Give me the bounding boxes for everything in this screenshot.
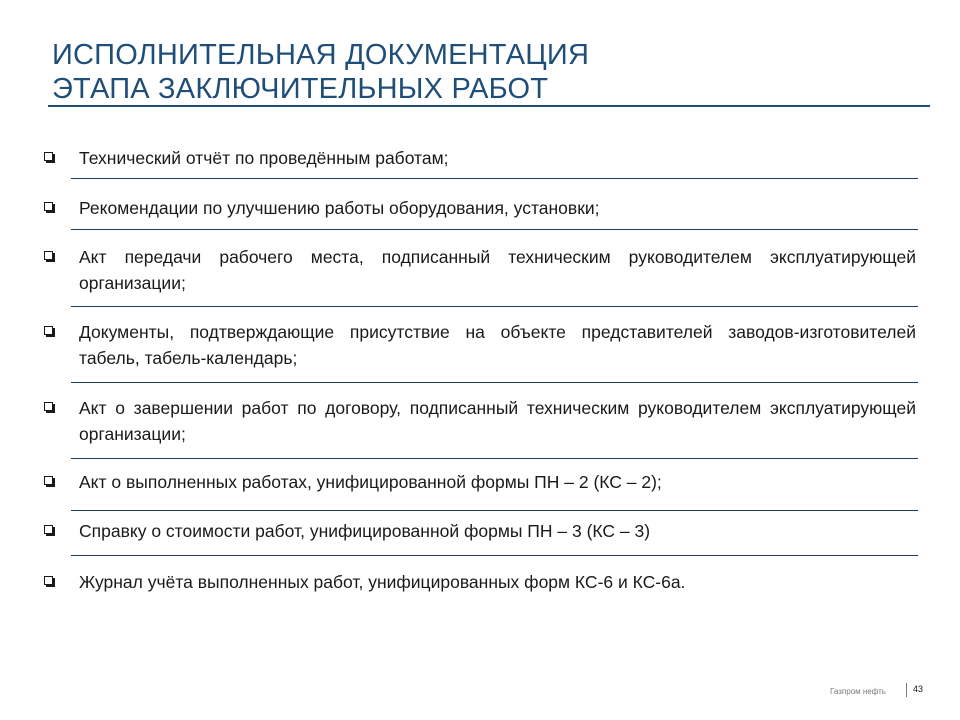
list-item — [44, 319, 916, 371]
footer-brand: Газпром нефть — [830, 687, 886, 696]
separator-line — [71, 178, 918, 179]
checkbox-icon — [44, 152, 53, 161]
list-item — [44, 195, 916, 221]
list-item-text: Технический отчёт по проведённым работам; — [79, 148, 449, 168]
list-item-text: Акт передачи рабочего места, подписанный техническим руководителем эксплуатирующей организации; — [79, 247, 916, 293]
slide-title — [52, 38, 912, 106]
list-item-text: Документы, подтверждающие присутствие на объекте представителей заводов-изготовителей табель, табель-календарь; — [79, 322, 916, 368]
list-item-text: Журнал учёта выполненных работ, унифицированных форм КС-6 и КС-6а. — [79, 572, 686, 592]
checkbox-icon — [44, 576, 53, 585]
list-item — [44, 145, 916, 171]
checkbox-icon — [44, 525, 53, 534]
separator-line — [71, 382, 918, 383]
separator-line — [71, 555, 918, 556]
checkbox-icon — [44, 202, 53, 211]
separator-line — [71, 229, 918, 230]
checkbox-icon — [44, 326, 53, 335]
page-number: 43 — [913, 684, 924, 694]
list-item — [44, 569, 916, 595]
list-item-text: Акт о выполненных работах, унифицированной формы ПН – 2 (КС – 2); — [79, 472, 662, 492]
title-underline — [48, 105, 930, 107]
list-item-text: Справку о стоимости работ, унифицированной формы ПН – 3 (КС – 3) — [79, 521, 651, 541]
list-item — [44, 469, 916, 495]
footer-divider — [906, 683, 907, 697]
list-item — [44, 518, 916, 544]
checkbox-icon — [44, 476, 53, 485]
slide-title-line-1: ИСПОЛНИТЕЛЬНАЯ ДОКУМЕНТАЦИЯ — [52, 39, 590, 71]
list-item-text: Рекомендации по улучшению работы оборудования, установки; — [79, 198, 600, 218]
separator-line — [71, 306, 918, 307]
separator-line — [71, 458, 918, 459]
list-item — [44, 244, 916, 296]
list-item-text: Акт о завершении работ по договору, подписанный техническим руководителем эксплуатирующей организации; — [79, 398, 916, 444]
checkbox-icon — [44, 402, 53, 411]
separator-line — [71, 510, 918, 511]
slide-title-line-2: ЭТАПА ЗАКЛЮЧИТЕЛЬНЫХ РАБОТ — [52, 73, 549, 105]
checkbox-icon — [44, 251, 53, 260]
list-item — [44, 395, 916, 447]
